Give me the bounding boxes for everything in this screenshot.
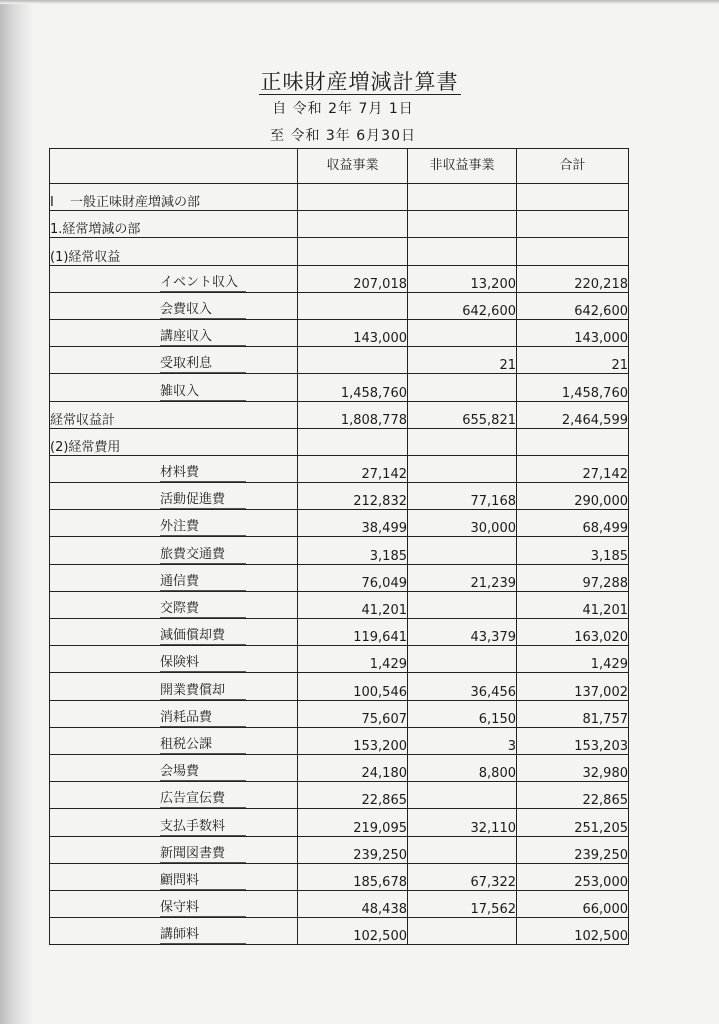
expense-nonprofit: 8,800 [408, 754, 517, 781]
revenue-row [50, 265, 629, 292]
expense-label: 支払手数料 [160, 820, 246, 836]
expense-total: 239,250 [517, 836, 629, 863]
revenue-label: イベント収入 [160, 276, 246, 292]
expense-profit: 119,641 [298, 619, 408, 646]
expense-label-cell [50, 890, 298, 917]
expense-profit: 75,607 [298, 700, 408, 727]
statement-table [49, 148, 629, 945]
revenue-label-cell [50, 347, 298, 374]
revenue-row [50, 374, 629, 401]
expense-label: 外注費 [160, 520, 246, 536]
expense-nonprofit: 21,239 [408, 564, 517, 591]
expense-total: 32,980 [517, 754, 629, 781]
expense-label: 新聞図書費 [160, 847, 246, 863]
revenue-label: 雑収入 [160, 385, 246, 401]
expense-row [50, 537, 629, 564]
revenue-nonprofit [408, 374, 517, 401]
revenue-profit: 207,018 [298, 265, 408, 292]
expense-profit: 1,429 [298, 646, 408, 673]
expense-profit: 102,500 [298, 918, 408, 945]
expense-row [50, 700, 629, 727]
expense-group-row [50, 428, 629, 455]
revenue-label-cell [50, 319, 298, 346]
header-label-cell [50, 149, 298, 184]
expense-profit: 41,201 [298, 591, 408, 618]
expense-label: 減価償却費 [160, 629, 246, 645]
revenue-total-total: 2,464,599 [517, 401, 629, 428]
expense-label: 保険料 [160, 656, 246, 672]
expense-label: 交際費 [160, 602, 246, 618]
expense-label: 活動促進費 [160, 493, 246, 509]
revenue-profit: 1,458,760 [298, 374, 408, 401]
expense-row [50, 673, 629, 700]
expense-row [50, 564, 629, 591]
expense-row [50, 591, 629, 618]
revenue-row [50, 347, 629, 374]
expense-total: 68,499 [517, 510, 629, 537]
expense-profit: 22,865 [298, 782, 408, 809]
expense-nonprofit: 43,379 [408, 619, 517, 646]
expense-nonprofit: 17,562 [408, 890, 517, 917]
expense-row [50, 510, 629, 537]
expense-nonprofit: 36,456 [408, 673, 517, 700]
expense-profit: 76,049 [298, 564, 408, 591]
expense-profit: 3,185 [298, 537, 408, 564]
expense-label-cell [50, 510, 298, 537]
expense-label-cell [50, 700, 298, 727]
revenue-profit [298, 292, 408, 319]
expense-label-cell [50, 863, 298, 890]
revenue-label-cell [50, 292, 298, 319]
expense-nonprofit: 6,150 [408, 700, 517, 727]
section-label: Ⅰ 一般正味財産増減の部 [50, 184, 298, 211]
expense-row [50, 455, 629, 482]
expense-row [50, 890, 629, 917]
expense-total: 41,201 [517, 591, 629, 618]
expense-label: 講師料 [160, 928, 246, 944]
expense-row [50, 836, 629, 863]
expense-profit: 153,200 [298, 727, 408, 754]
revenue-total: 21 [517, 347, 629, 374]
expense-row [50, 646, 629, 673]
revenue-label: 会費収入 [160, 303, 246, 319]
expense-profit: 239,250 [298, 836, 408, 863]
expense-label-cell [50, 782, 298, 809]
expense-label-cell [50, 564, 298, 591]
expense-label-cell [50, 619, 298, 646]
expense-total: 251,205 [517, 809, 629, 836]
expense-label: 顧問料 [160, 874, 246, 890]
expense-total: 97,288 [517, 564, 629, 591]
expense-label: 旅費交通費 [160, 548, 246, 564]
expense-total: 290,000 [517, 483, 629, 510]
revenue-nonprofit: 13,200 [408, 265, 517, 292]
expense-label: 開業費償却 [160, 684, 246, 700]
expense-group-label: (2)経常費用 [50, 428, 298, 455]
expense-profit: 27,142 [298, 455, 408, 482]
header-total: 合計 [517, 149, 629, 184]
expense-row [50, 863, 629, 890]
expense-label-cell [50, 483, 298, 510]
expense-total: 137,002 [517, 673, 629, 700]
expense-label: 租税公課 [160, 738, 246, 754]
expense-total: 81,757 [517, 700, 629, 727]
expense-profit: 48,438 [298, 890, 408, 917]
expense-row [50, 782, 629, 809]
expense-row [50, 809, 629, 836]
expense-total: 1,429 [517, 646, 629, 673]
scan-top-edge-shadow [0, 0, 719, 4]
revenue-total-nonprofit: 655,821 [408, 401, 517, 428]
expense-profit: 38,499 [298, 510, 408, 537]
expense-profit: 212,832 [298, 483, 408, 510]
revenue-label: 講座収入 [160, 330, 246, 346]
expense-label-cell [50, 673, 298, 700]
expense-total: 153,203 [517, 727, 629, 754]
expense-label-cell [50, 591, 298, 618]
revenue-label: 受取利息 [160, 357, 246, 373]
expense-profit: 219,095 [298, 809, 408, 836]
expense-total: 27,142 [517, 455, 629, 482]
section-row [50, 184, 629, 211]
expense-nonprofit: 67,322 [408, 863, 517, 890]
revenue-total: 642,600 [517, 292, 629, 319]
revenue-profit: 143,000 [298, 319, 408, 346]
expense-nonprofit: 77,168 [408, 483, 517, 510]
revenue-nonprofit: 642,600 [408, 292, 517, 319]
revenue-nonprofit [408, 319, 517, 346]
revenue-profit [298, 347, 408, 374]
document-title: 正味財産増減計算書 [260, 70, 459, 94]
expense-label-cell [50, 918, 298, 945]
expense-nonprofit [408, 782, 517, 809]
expense-label: 消耗品費 [160, 711, 246, 727]
header-row [50, 149, 629, 184]
revenue-total: 220,218 [517, 265, 629, 292]
expense-label: 材料費 [160, 466, 246, 482]
expense-nonprofit: 32,110 [408, 809, 517, 836]
expense-row [50, 619, 629, 646]
expense-label-cell [50, 455, 298, 482]
expense-row [50, 483, 629, 510]
revenue-label-cell [50, 265, 298, 292]
period-to: 至 令和 3年 6月30日 [270, 128, 416, 144]
expense-total: 253,000 [517, 863, 629, 890]
header-profit: 収益事業 [298, 149, 408, 184]
expense-label-cell [50, 836, 298, 863]
revenue-nonprofit: 21 [408, 347, 517, 374]
header-nonprofit: 非収益事業 [408, 149, 517, 184]
expense-row [50, 754, 629, 781]
expense-nonprofit [408, 591, 517, 618]
expense-label: 通信費 [160, 575, 246, 591]
expense-total: 3,185 [517, 537, 629, 564]
expense-total: 22,865 [517, 782, 629, 809]
expense-label: 保守料 [160, 901, 246, 917]
expense-total: 163,020 [517, 619, 629, 646]
revenue-total-profit: 1,808,778 [298, 401, 408, 428]
expense-label: 広告宣伝費 [160, 792, 246, 808]
expense-nonprofit: 30,000 [408, 510, 517, 537]
revenue-group-row [50, 238, 629, 265]
expense-label-cell [50, 809, 298, 836]
revenue-group-label: (1)経常収益 [50, 238, 298, 265]
expense-total: 66,000 [517, 890, 629, 917]
revenue-total: 143,000 [517, 319, 629, 346]
expense-label-cell [50, 537, 298, 564]
revenue-label-cell [50, 374, 298, 401]
revenue-total-row [50, 401, 629, 428]
subsection-label: 1.経常増減の部 [50, 211, 298, 238]
expense-total: 102,500 [517, 918, 629, 945]
expense-row [50, 918, 629, 945]
expense-label-cell [50, 754, 298, 781]
expense-row [50, 727, 629, 754]
expense-nonprofit [408, 646, 517, 673]
revenue-row [50, 292, 629, 319]
revenue-total-label: 経常収益計 [50, 401, 298, 428]
expense-label-cell [50, 646, 298, 673]
expense-nonprofit [408, 836, 517, 863]
expense-nonprofit [408, 455, 517, 482]
expense-profit: 100,546 [298, 673, 408, 700]
revenue-row [50, 319, 629, 346]
revenue-total: 1,458,760 [517, 374, 629, 401]
expense-profit: 24,180 [298, 754, 408, 781]
expense-label-cell [50, 727, 298, 754]
expense-nonprofit [408, 537, 517, 564]
period-from: 自 令和 2年 7月 1日 [272, 101, 414, 117]
expense-label: 会場費 [160, 765, 246, 781]
expense-nonprofit [408, 918, 517, 945]
expense-profit: 185,678 [298, 863, 408, 890]
scan-page-edge-shadow [0, 0, 34, 1024]
expense-nonprofit: 3 [408, 727, 517, 754]
subsection-row [50, 211, 629, 238]
